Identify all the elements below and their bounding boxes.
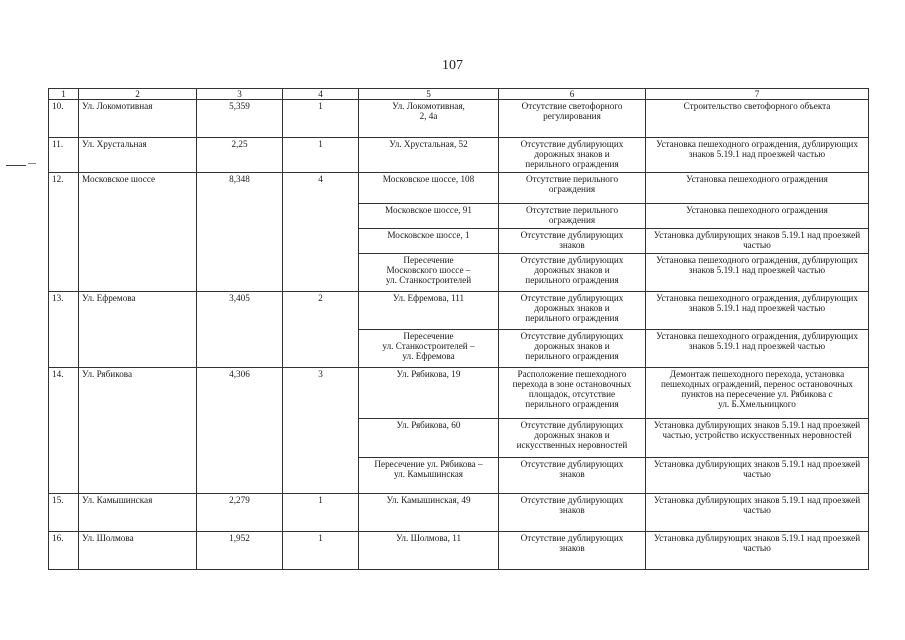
- street-length: 2,25: [197, 138, 283, 173]
- measure-cell: Установка пешеходного ограждения: [646, 173, 869, 204]
- column-number: 1: [49, 89, 79, 100]
- street-name: Ул. Рябикова: [79, 368, 197, 494]
- location-cell: Ул. Камышинская, 49: [359, 494, 499, 532]
- margin-mark: [6, 165, 26, 166]
- street-length: 1,952: [197, 532, 283, 570]
- object-count: 2: [283, 292, 359, 368]
- location-cell: Пересечение ул. Станкостроителей – ул. Ефремова: [359, 330, 499, 368]
- column-number: 3: [197, 89, 283, 100]
- deficiency-cell: Отсутствие светофорного регулирования: [499, 100, 646, 138]
- deficiency-cell: Отсутствие дублирующих дорожных знаков и перильного ограждения: [499, 330, 646, 368]
- location-cell: Московское шоссе, 1: [359, 229, 499, 254]
- object-count: 3: [283, 368, 359, 494]
- deficiency-cell: Отсутствие дублирующих знаков: [499, 494, 646, 532]
- measure-cell: Установка пешеходного ограждения, дублирующих знаков 5.19.1 над проезжей частью: [646, 330, 869, 368]
- location-cell: Ул. Рябикова, 19: [359, 368, 499, 419]
- measure-cell: Установка пешеходного ограждения, дублирующих знаков 5.19.1 над проезжей частью: [646, 292, 869, 330]
- object-count: 4: [283, 173, 359, 292]
- location-cell: Пересечение ул. Рябикова – ул. Камышинская: [359, 458, 499, 494]
- row-number: 11.: [49, 138, 79, 173]
- location-cell: Ул. Ефремова, 111: [359, 292, 499, 330]
- object-count: 1: [283, 100, 359, 138]
- row-number: 16.: [49, 532, 79, 570]
- measure-cell: Установка дублирующих знаков 5.19.1 над проезжей частью, устройство искусственных неровностей: [646, 419, 869, 458]
- measure-cell: Установка пешеходного ограждения, дублирующих знаков 5.19.1 над проезжей частью: [646, 254, 869, 292]
- column-number-row: [49, 89, 869, 100]
- deficiency-cell: Отсутствие дублирующих дорожных знаков и искусственных неровностей: [499, 419, 646, 458]
- table-row: [49, 173, 869, 204]
- measure-cell: Демонтаж пешеходного перехода, установка пешеходных ограждений, перенос остановочных пунктов на пересечение ул. Рябикова с ул. Б.Хмельницкого: [646, 368, 869, 419]
- column-number: 2: [79, 89, 197, 100]
- street-length: 4,306: [197, 368, 283, 494]
- table-row: [49, 138, 869, 173]
- street-length: 5,359: [197, 100, 283, 138]
- location-cell: Пересечение Московского шоссе – ул. Станкостроителей: [359, 254, 499, 292]
- location-cell: Ул. Шолмова, 11: [359, 532, 499, 570]
- measure-cell: Установка дублирующих знаков 5.19.1 над проезжей частью: [646, 494, 869, 532]
- road-safety-table: [48, 88, 869, 570]
- location-cell: Московское шоссе, 108: [359, 173, 499, 204]
- table-row: [49, 368, 869, 419]
- deficiency-cell: Расположение пешеходного перехода в зоне остановочных площадок, отсутствие перильного ограждения: [499, 368, 646, 419]
- measure-cell: Установка пешеходного ограждения: [646, 204, 869, 229]
- column-number: 4: [283, 89, 359, 100]
- measure-cell: Установка дублирующих знаков 5.19.1 над проезжей частью: [646, 458, 869, 494]
- street-length: 2,279: [197, 494, 283, 532]
- object-count: 1: [283, 494, 359, 532]
- deficiency-cell: Отсутствие дублирующих дорожных знаков и перильного ограждения: [499, 254, 646, 292]
- street-name: Московское шоссе: [79, 173, 197, 292]
- street-name: Ул. Шолмова: [79, 532, 197, 570]
- deficiency-cell: Отсутствие дублирующих знаков: [499, 229, 646, 254]
- row-number: 12.: [49, 173, 79, 292]
- row-number: 13.: [49, 292, 79, 368]
- deficiency-cell: Отсутствие перильного ограждения: [499, 204, 646, 229]
- table-row: [49, 100, 869, 138]
- object-count: 1: [283, 138, 359, 173]
- deficiency-cell: Отсутствие дублирующих дорожных знаков и перильного ограждения: [499, 292, 646, 330]
- row-number: 10.: [49, 100, 79, 138]
- measure-cell: Установка пешеходного ограждения, дублирующих знаков 5.19.1 над проезжей частью: [646, 138, 869, 173]
- location-cell: Ул. Рябикова, 60: [359, 419, 499, 458]
- row-number: 14.: [49, 368, 79, 494]
- column-number: 5: [359, 89, 499, 100]
- table-row: [49, 292, 869, 330]
- object-count: 1: [283, 532, 359, 570]
- row-number: 15.: [49, 494, 79, 532]
- deficiency-cell: Отсутствие дублирующих знаков: [499, 532, 646, 570]
- deficiency-cell: Отсутствие перильного ограждения: [499, 173, 646, 204]
- deficiency-cell: Отсутствие дублирующих дорожных знаков и перильного ограждения: [499, 138, 646, 173]
- deficiency-cell: Отсутствие дублирующих знаков: [499, 458, 646, 494]
- street-name: Ул. Локомотивная: [79, 100, 197, 138]
- location-cell: Московское шоссе, 91: [359, 204, 499, 229]
- location-cell: Ул. Локомотивная, 2, 4а: [359, 100, 499, 138]
- margin-mark: [28, 163, 36, 164]
- measure-cell: Строительство светофорного объекта: [646, 100, 869, 138]
- street-length: 3,405: [197, 292, 283, 368]
- street-name: Ул. Хрустальная: [79, 138, 197, 173]
- street-name: Ул. Ефремова: [79, 292, 197, 368]
- column-number: 7: [646, 89, 869, 100]
- measure-cell: Установка дублирующих знаков 5.19.1 над проезжей частью: [646, 532, 869, 570]
- street-length: 8,348: [197, 173, 283, 292]
- table-row: [49, 532, 869, 570]
- location-cell: Ул. Хрустальная, 52: [359, 138, 499, 173]
- table-row: [49, 494, 869, 532]
- column-number: 6: [499, 89, 646, 100]
- page-number: 107: [442, 58, 463, 73]
- measure-cell: Установка дублирующих знаков 5.19.1 над проезжей частью: [646, 229, 869, 254]
- street-name: Ул. Камышинская: [79, 494, 197, 532]
